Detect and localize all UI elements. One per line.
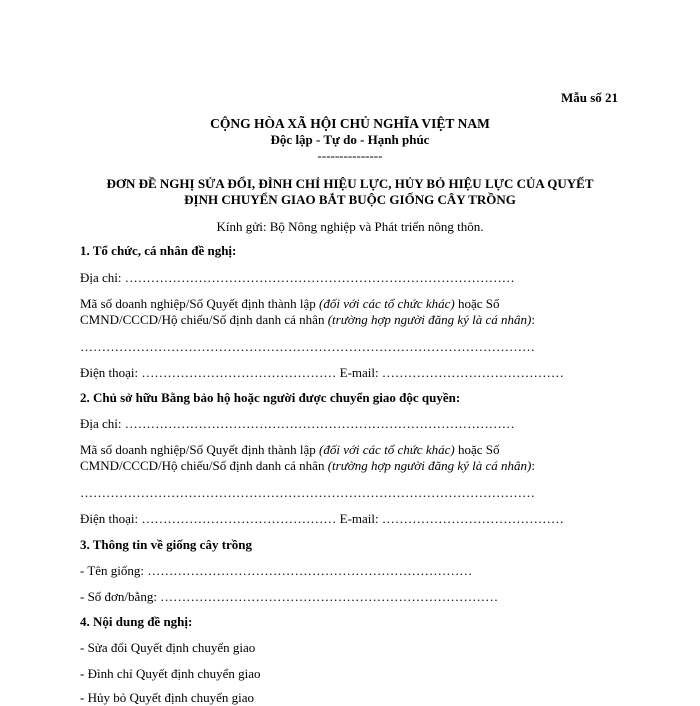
country-name: CỘNG HÒA XÃ HỘI CHỦ NGHĨA VIỆT NAM <box>210 116 490 131</box>
section3-application: - Số đơn/bằng: …………………………………………………………………… <box>80 589 499 604</box>
motto: Độc lập - Tự do - Hạnh phúc <box>270 132 430 147</box>
section1-id-mid: hoặc Số <box>454 296 500 311</box>
form-title-line1: ĐƠN ĐỀ NGHỊ SỬA ĐỔI, ĐÌNH CHỈ HIỆU LỰC, HỦY BỎ HIỆU LỰC CỦA QUYẾT <box>106 176 594 191</box>
section2-id-line2 <box>80 458 535 474</box>
section1-id-prefix: Mã số doanh nghiệp/Số Quyết định thành lập <box>80 296 320 311</box>
section2-id-prefix: Mã số doanh nghiệp/Số Quyết định thành lập <box>80 442 320 457</box>
section2-id-note2: (trường hợp người đăng ký là cá nhân) <box>327 458 532 473</box>
section2-dots: …………………………………………………………………………………………… <box>80 485 535 500</box>
form-number: Mẫu số 21 <box>560 90 618 105</box>
section1-address: Địa chỉ: ……………………………………………………………………………… <box>80 270 515 285</box>
section3-heading: 3. Thông tin về giống cây trồng <box>80 537 253 552</box>
section2-phone-email: Điện thoại: ……………………………………… E-mail: …………………………………… <box>80 511 564 526</box>
section4-item-cancel: - Hủy bỏ Quyết định chuyển giao <box>80 690 255 705</box>
section1-id-note1: (đối với các tổ chức khác) <box>319 296 455 311</box>
section1-id-line1 <box>80 296 499 312</box>
form-title-line2: ĐỊNH CHUYỂN GIAO BẮT BUỘC GIỐNG CÂY TRỒNG <box>184 192 516 207</box>
section1-id-line2 <box>80 312 535 328</box>
section2-id-line2-prefix: CMND/CCCD/Hộ chiếu/Số định danh cá nhân <box>80 458 328 473</box>
section3-variety: - Tên giống: ………………………………………………………………… <box>80 563 473 578</box>
section2-id-note1: (đối với các tổ chức khác) <box>319 442 455 457</box>
section1-phone-email: Điện thoại: ……………………………………… E-mail: …………………………………… <box>80 365 564 380</box>
section2-id-line2-suffix: : <box>531 458 535 473</box>
section2-id-mid: hoặc Số <box>454 442 500 457</box>
section4-item-suspend: - Đình chỉ Quyết định chuyển giao <box>80 666 261 681</box>
recipient: Kính gửi: Bộ Nông nghiệp và Phát triển nông thôn. <box>216 219 484 234</box>
section4-heading: 4. Nội dung đề nghị: <box>80 614 193 629</box>
section1-id-note2: (trường hợp người đăng ký là cá nhân) <box>327 312 532 327</box>
section4-item-amend: - Sửa đổi Quyết định chuyển giao <box>80 640 256 655</box>
section2-address: Địa chỉ: ……………………………………………………………………………… <box>80 416 515 431</box>
section1-heading: 1. Tổ chức, cá nhân đề nghị: <box>80 243 237 258</box>
section1-dots: …………………………………………………………………………………………… <box>80 339 535 354</box>
section1-id-line2-prefix: CMND/CCCD/Hộ chiếu/Số định danh cá nhân <box>80 312 328 327</box>
header-separator: --------------- <box>317 148 383 163</box>
section2-id-line1 <box>80 442 499 458</box>
section2-heading: 2. Chủ sở hữu Bằng bảo hộ hoặc người được chuyển giao độc quyền: <box>80 390 461 405</box>
section1-id-line2-suffix: : <box>531 312 535 327</box>
